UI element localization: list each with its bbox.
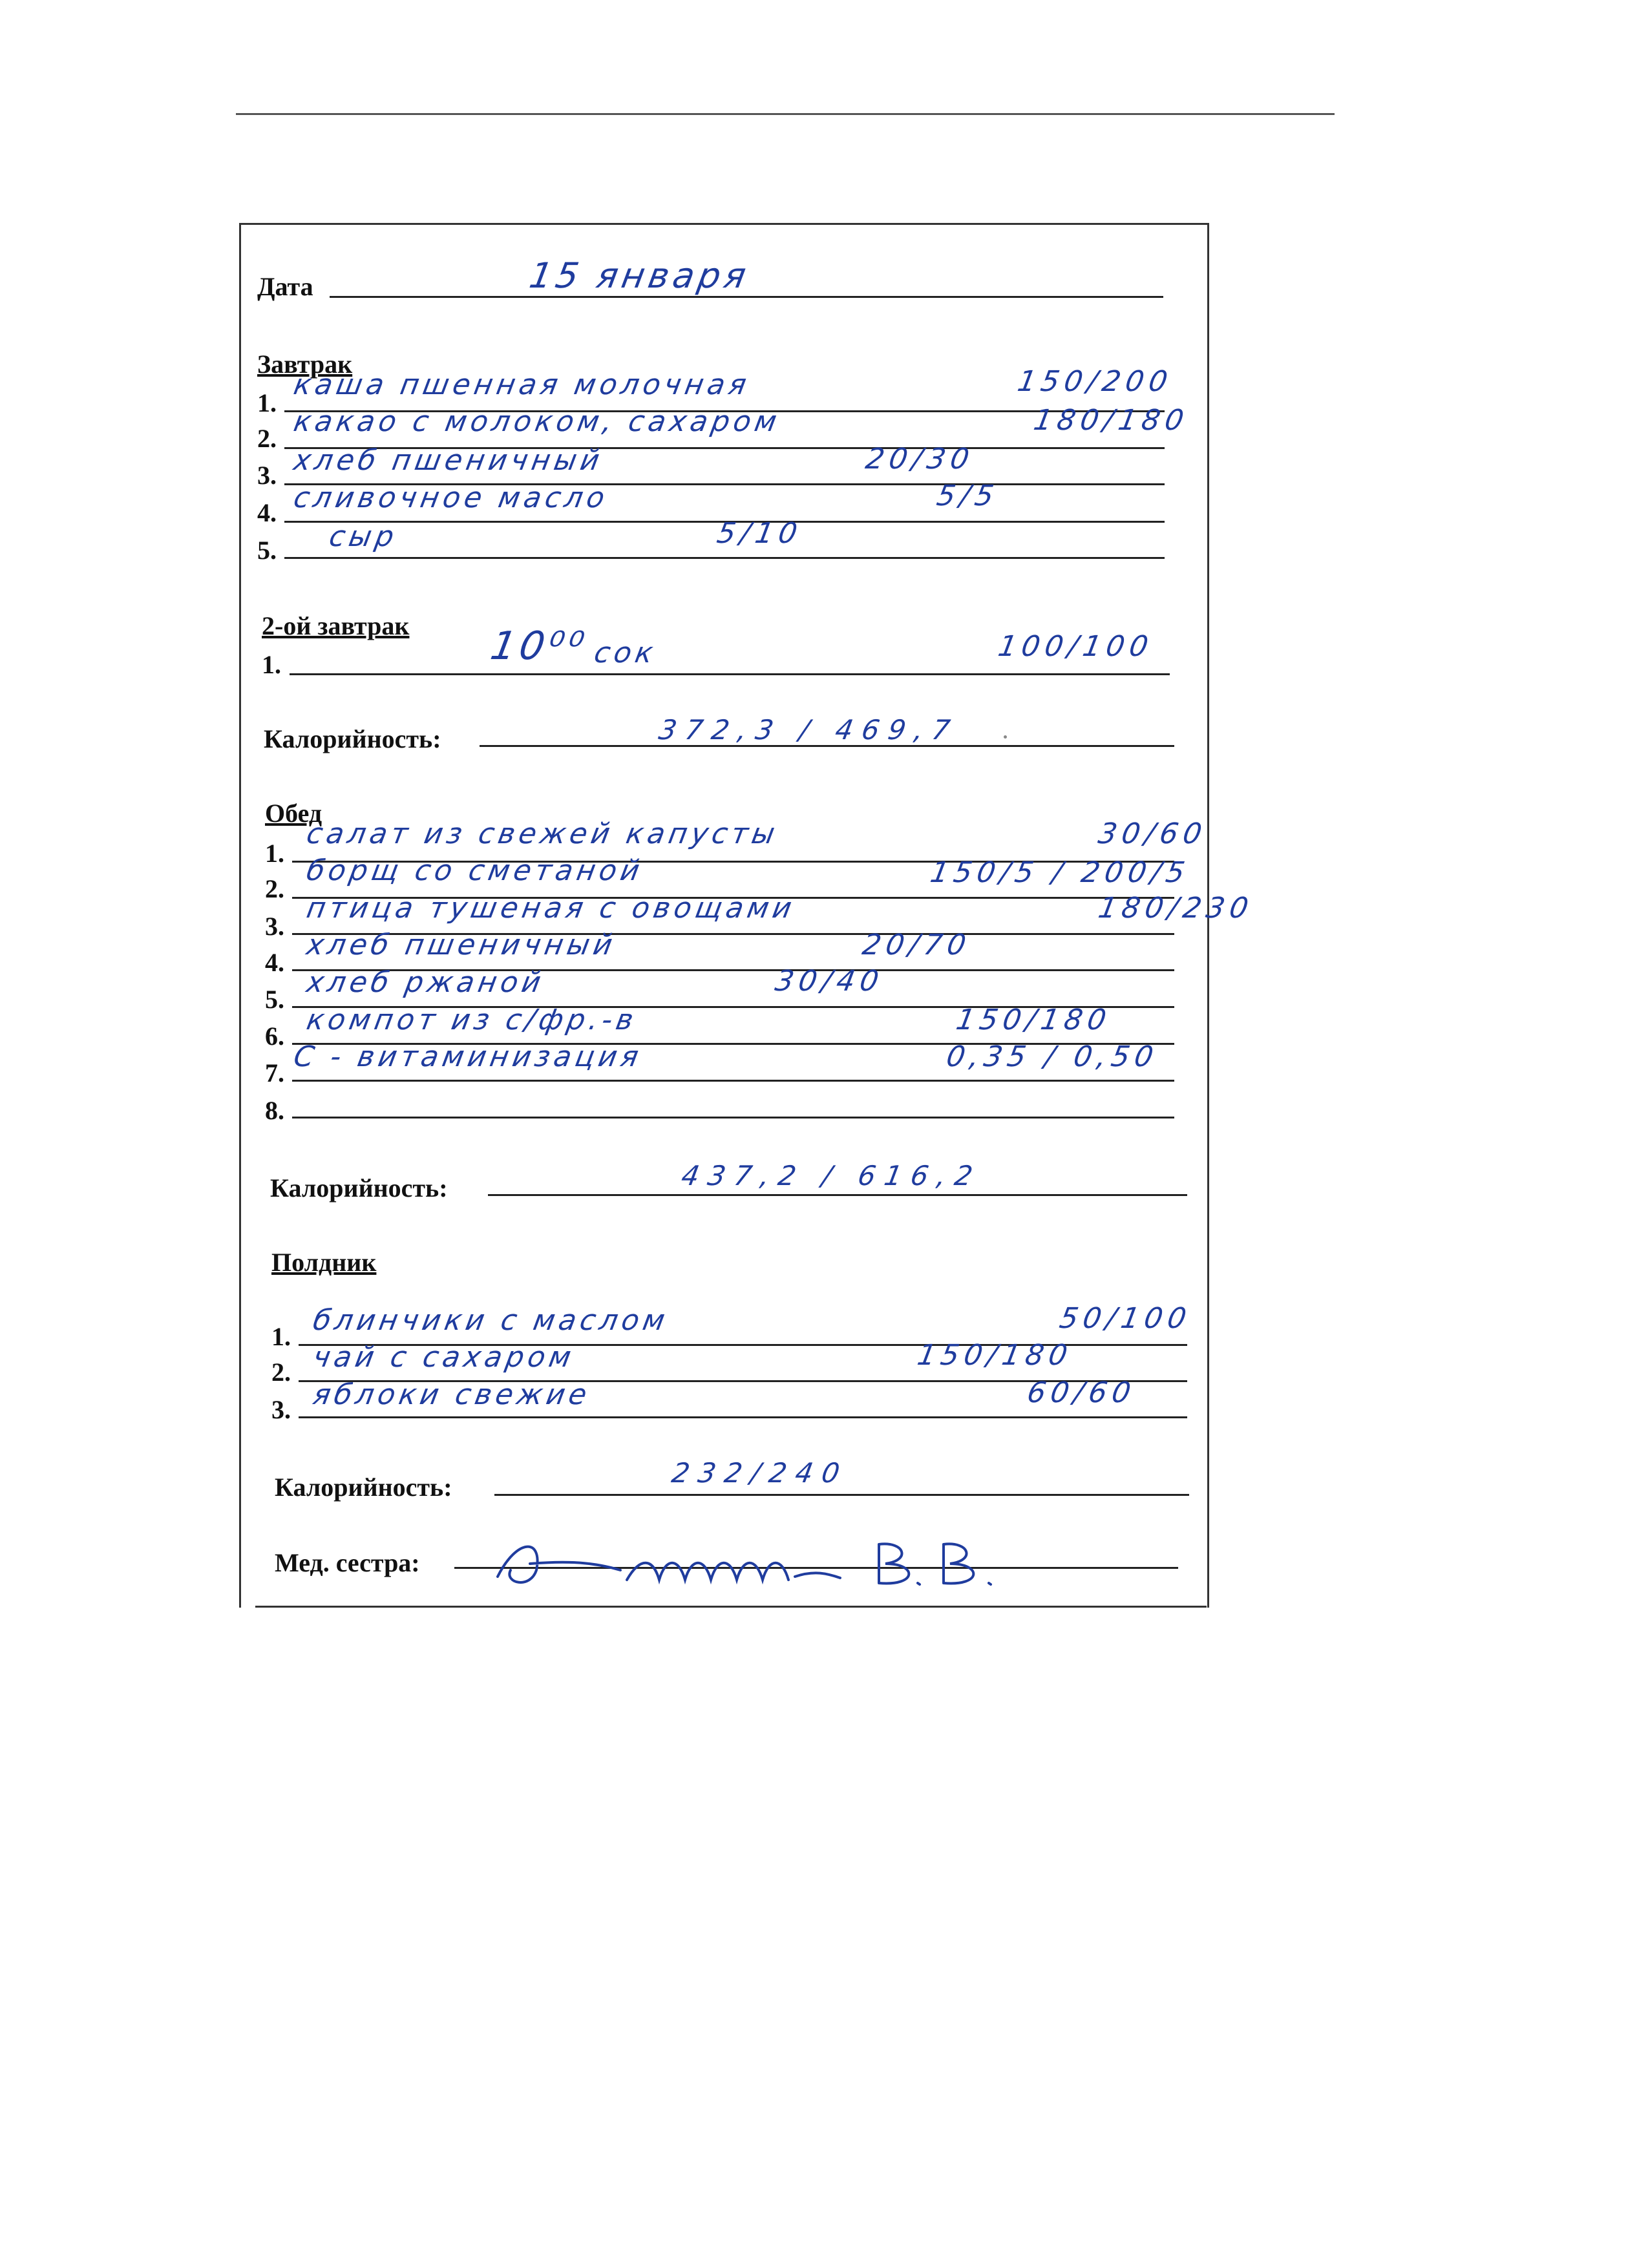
second-breakfast-item-1-line xyxy=(290,673,1170,675)
calories-3-line xyxy=(494,1494,1189,1496)
second-breakfast-heading: 2-ой завтрак xyxy=(262,611,410,640)
form-frame-bottom xyxy=(255,1606,1207,1608)
snack-heading: Полдник xyxy=(271,1248,377,1277)
calories-3-label: Калорийность: xyxy=(275,1473,452,1502)
lunch-item-3-number: 3. xyxy=(265,912,284,941)
second-breakfast-item-1-name: сок xyxy=(591,636,660,669)
lunch-item-1-amount: 30/60 xyxy=(1095,817,1210,850)
lunch-item-1-name: салат из свежей капусты xyxy=(304,817,781,850)
breakfast-item-4-number: 4. xyxy=(257,498,277,527)
lunch-item-4-name: хлеб пшеничный xyxy=(304,929,619,961)
date-line xyxy=(330,296,1163,298)
second-breakfast-time: 10⁰⁰ xyxy=(487,624,591,669)
snack-item-3-name: яблоки свежие xyxy=(310,1378,593,1411)
breakfast-item-3-name: хлеб пшеничный xyxy=(291,444,606,477)
breakfast-item-5-name: сыр xyxy=(326,520,401,553)
snack-item-1-amount: 50/100 xyxy=(1057,1302,1194,1335)
breakfast-item-2-amount: 180/180 xyxy=(1031,404,1192,437)
calories-3-value: 232/240 xyxy=(669,1457,851,1489)
lunch-item-6-number: 6. xyxy=(265,1022,284,1051)
snack-item-2-name: чай с сахаром xyxy=(310,1341,578,1374)
lunch-item-1-number: 1. xyxy=(265,839,284,868)
lunch-item-4-amount: 20/70 xyxy=(860,929,974,961)
lunch-item-8-number: 8. xyxy=(265,1096,284,1125)
second-breakfast-item-1-amount: 100/100 xyxy=(995,630,1156,663)
lunch-item-5-name: хлеб ржаной xyxy=(304,966,547,999)
lunch-item-2-amount: 150/5 / 200/5 xyxy=(927,856,1192,889)
calories-2-line xyxy=(488,1194,1187,1196)
second-breakfast-item-1-number: 1. xyxy=(262,650,281,679)
top-rule xyxy=(236,113,1335,115)
calories-1-label: Калорийность: xyxy=(264,724,441,753)
lunch-item-5-amount: 30/40 xyxy=(772,965,887,998)
lunch-item-2-name: борщ со сметаной xyxy=(304,854,646,887)
breakfast-item-3-amount: 20/30 xyxy=(863,443,977,476)
signature-stroke xyxy=(498,1547,840,1582)
lunch-item-5-number: 5. xyxy=(265,985,284,1014)
lunch-item-8-line xyxy=(292,1117,1174,1118)
nurse-signature xyxy=(491,1531,1021,1596)
calories-2-value: 437,2 / 616,2 xyxy=(679,1160,984,1192)
lunch-item-7-number: 7. xyxy=(265,1058,284,1087)
snack-item-2-number: 2. xyxy=(271,1358,291,1387)
calories-1-value: 372,3 / 469,7 xyxy=(656,714,962,746)
breakfast-item-5-amount: 5/10 xyxy=(714,517,805,550)
lunch-item-2-number: 2. xyxy=(265,874,284,903)
signature-initials xyxy=(879,1544,991,1584)
breakfast-item-5-number: 5. xyxy=(257,536,277,565)
lunch-item-4-number: 4. xyxy=(265,948,284,977)
breakfast-heading: Завтрак xyxy=(257,350,353,379)
date-value: 15 января xyxy=(526,255,753,296)
lunch-item-7-amount: 0,35 / 0,50 xyxy=(944,1040,1161,1073)
ink-dot xyxy=(1004,735,1007,739)
lunch-item-6-amount: 150/180 xyxy=(953,1003,1114,1036)
snack-item-1-name: блинчики с маслом xyxy=(310,1304,671,1337)
breakfast-item-1-number: 1. xyxy=(257,388,277,417)
date-label: Дата xyxy=(257,272,313,301)
lunch-heading: Обед xyxy=(265,799,322,828)
lunch-item-7-name: С - витаминизация xyxy=(291,1040,645,1073)
breakfast-item-4-amount: 5/5 xyxy=(934,479,1002,512)
lunch-item-3-amount: 180/230 xyxy=(1095,892,1256,925)
snack-item-2-amount: 150/180 xyxy=(914,1339,1075,1372)
breakfast-item-2-number: 2. xyxy=(257,424,277,453)
snack-item-3-number: 3. xyxy=(271,1395,291,1424)
snack-item-3-amount: 60/60 xyxy=(1024,1376,1139,1409)
lunch-item-7-line xyxy=(292,1080,1174,1082)
lunch-item-6-name: компот из с/фр.-в xyxy=(304,1003,640,1036)
breakfast-item-2-name: какао с молоком, сахаром xyxy=(291,405,783,438)
breakfast-item-5-line xyxy=(284,557,1165,559)
snack-item-1-number: 1. xyxy=(271,1322,291,1351)
lunch-item-3-name: птица тушеная с овощами xyxy=(304,892,798,925)
breakfast-item-4-name: сливочное масло xyxy=(291,481,611,514)
breakfast-item-1-amount: 150/200 xyxy=(1015,365,1176,398)
breakfast-item-3-number: 3. xyxy=(257,461,277,490)
nurse-label: Мед. сестра: xyxy=(275,1548,420,1577)
calories-2-label: Калорийность: xyxy=(270,1173,448,1202)
snack-item-3-line xyxy=(299,1416,1187,1418)
breakfast-item-1-name: каша пшенная молочная xyxy=(291,368,753,401)
